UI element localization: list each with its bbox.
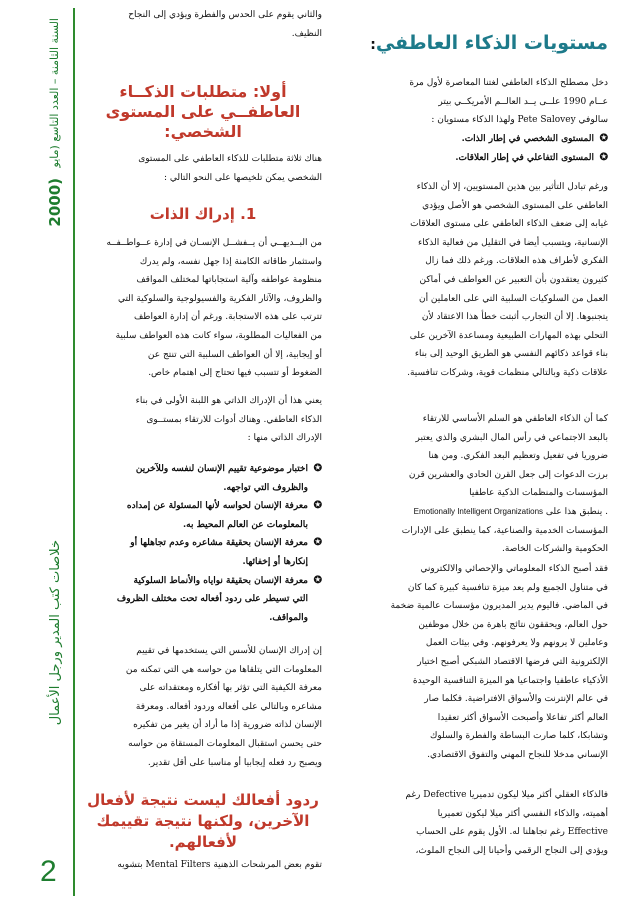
list-item: ✪معرفة الإنسان بحقيقة نواياه والأنماط السلوكية التي تسيطر على ردود أفعاله تحت مختلف الظروف والمواقف.	[84, 572, 322, 628]
section-title: أولا: متطلبات الذكــاء العاطفــي على المستوى الشخصي:	[105, 82, 301, 141]
list-item: ✪المستوى التفاعلي في إطار العلاقات.	[338, 149, 608, 168]
star-bullet-icon: ✪	[313, 574, 322, 586]
paragraph: إن إدراك الإنسان للأسس التي يستخدمها في تقييم المعلومات التي يتلقاها من حواسه هي التي تمكنه من معرفة الكيفية التي تؤثر بها أفكاره ومعتقداته على مشاعره وبالتالي على أفعاله وردود أفعاله. ومعرفة الإنسان لذاته ضرورية إذا ما أراد أن يغير من تفكيره حتى يحسن استقبال المعلومات المستقاة من حواسه ويصبح رد فعله إيجابيا أو مناسبا على أقل تقدير.	[125, 646, 322, 768]
list-item: ✪المستوى الشخصي في إطار الذات.	[338, 130, 608, 149]
sidebar	[0, 0, 72, 903]
paragraph: والثاني يقوم على الحدس والفطرة ويؤدي إلى النجاح النظيف.	[128, 10, 322, 39]
series-title: خلاصات كتب المدير ورجل الأعمال	[48, 540, 63, 726]
paragraph: من البــديهــي أن يــفشــل الإنسـان في إدارة عــواطــفــه واستثمار طاقاته الكامنة إذا جهل نفسه، ولم يدرك منظومة عواطفه وآلية استجاباتها لمختلف المواقف والظروف، والآثار الفكرية والفسيولوجية والسلوكية التي تترتب على هذه الاستجابة. ورغم أن إدارة العواطف من الفعاليات المطلوبة، سواء كانت هذه العواطف سلبية أو إيجابية، إلا أن العواطف السلبية التي تنتج عن الضغوط أو تتسبب فيها تحتاج إلى اهتمام خاص.	[106, 238, 322, 379]
paragraph: ورغم تبادل التأثير بين هذين المستويين، إلا أن الذكاء العاطفي على المستوى الشخصي هو الأصل ويؤدي غيابه إلى ضعف الذكاء العاطفي على مستوى العلاقات الإنسانية، ويتسبب أيضا في التقليل من فعالية الذكاء الفكري لأطراف هذه العلاقات. ورغم ذلك فما زال كثيرون يعتقدون بأن التعبير عن العواطف في أماكن العمل من السلوكيات السلبية التي على العاملين أن يتجنبوها. إلا أن التجارب أثبتت خطأ هذا الاعتقاد لأن التحلي بهذه المهارات الطبيعية ومساعدة الآخرين على بناء قواعد ذكائهم النفسي هو الطريق الوحيد إلى بناء علاقات ذكية وبالتالي منظمات قوية، وشركات تنافسية.	[407, 182, 608, 378]
paragraph: تقوم بعض المرشحات الذهنية Mental Filters بتشويه	[117, 860, 322, 870]
sidebar-divider	[73, 8, 75, 896]
paragraph: فقد أصبح الذكاء المعلوماتي والإحصائي والالكتروني في متناول الجميع ولم يعد ميزة تنافسية كبيرة كما كان في الماضي. فاليوم يدير المديرون مؤسسات عالمية ضخمة حول العالم، ويحققون نتائج باهرة من خلال موظفين وعاملين لا يرونهم ولا يعرفونهم. وفي بيئات العمل الإلكترونية التي فرضها الاقتصاد الشبكي أصبح اختيار الأذكياء عاطفيا واجتماعيا هو الميزة التنافسية الوحيدة في عالم الإنترنت والأسواق الافتراضية. فكلما صار العالم أكثر تفاعلا وأصبحت الأسواق أكثر تعقيدا وتشابكا، كلما صارت البساطة والفطرة والسلوك الإنساني مدخلا للنجاح المهني والتفوق الاقتصادي.	[390, 564, 608, 760]
star-bullet-icon: ✪	[313, 500, 322, 512]
issue-label: السنة الثامنة – العدد التاسع (مايو	[48, 18, 61, 168]
subsection-title: 1. إدراك الذات	[149, 205, 257, 223]
list-item: ✪معرفة الإنسان لحواسه لأنها المسئولة عن إمداده بالمعلومات عن العالم المحيط به.	[84, 497, 322, 534]
pull-quote: ردود أفعالك ليست نتيجة لأفعال الآخرين، ولكنها نتيجة تقييمك لأفعالهم.	[87, 791, 319, 851]
list-item: ✪اختبار موضوعية تقييم الإنسان لنفسه وللآخرين والظروف التي تواجهه.	[84, 460, 322, 497]
paragraph: فالذكاء العقلي أكثر ميلا ليكون تدميريا Defective رغم أهميته، والذكاء النفسي أكثر ميلا ليكون تعميريا Effective رغم تجاهلنا له. الأول يقوم على الحساب ويؤدي إلى النجاح الرقمي وأحيانا إلى النجاح الملوث،	[405, 790, 608, 856]
star-bullet-icon: ✪	[599, 133, 608, 144]
paragraph: كما أن الذكاء العاطفي هو السلم الأساسي للارتقاء بالبعد الاجتماعي في رأس المال البشري والذي يعتبر ضروريا في تفعيل وتعظيم البعد الفكري. ومن هنا برزت الدعوات إلى جعل القرن الحادي والعشرين قرن المؤسسات والمنظمات الذكية عاطفيا . ينطبق هذا على Emotionally Intelligent Organizations المؤسسات الخدمية والصناعية، كما ينطبق على الإدارات الحكومية والشركات الخاصة.	[401, 414, 608, 555]
paragraph: هناك ثلاثة متطلبات للذكاء العاطفي على المستوى الشخصي يمكن تلخيصها على النحو التالي :	[138, 154, 322, 183]
star-bullet-icon: ✪	[313, 463, 322, 474]
page-number: 2	[40, 855, 57, 888]
tools-list	[84, 460, 322, 627]
star-bullet-icon: ✪	[313, 537, 322, 549]
article-title: مستويات الذكاء العاطفي:	[370, 32, 608, 54]
issue-year: (2000	[46, 178, 64, 227]
levels-list	[338, 130, 608, 167]
intro-paragraph: دخل مصطلح الذكاء العاطفي لغتنا المعاصرة لأول مرة عــام 1990 علــى يــد العالــم الأمريكــي بيتر سالوفي Pete Salovey ولهذا الذكاء مستويان :	[409, 78, 608, 126]
star-bullet-icon: ✪	[599, 151, 608, 163]
paragraph: يعني هذا أن الإدراك الذاتي هو اللبنة الأولى في بناء الذكاء العاطفي. وهناك أدوات للارتقاء بمستــوى الإدراك الذاتي منها :	[135, 396, 322, 444]
list-item: ✪معرفة الإنسان بحقيقة مشاعره وعدم تجاهلها أو إنكارها أو إخفائها.	[84, 534, 322, 571]
